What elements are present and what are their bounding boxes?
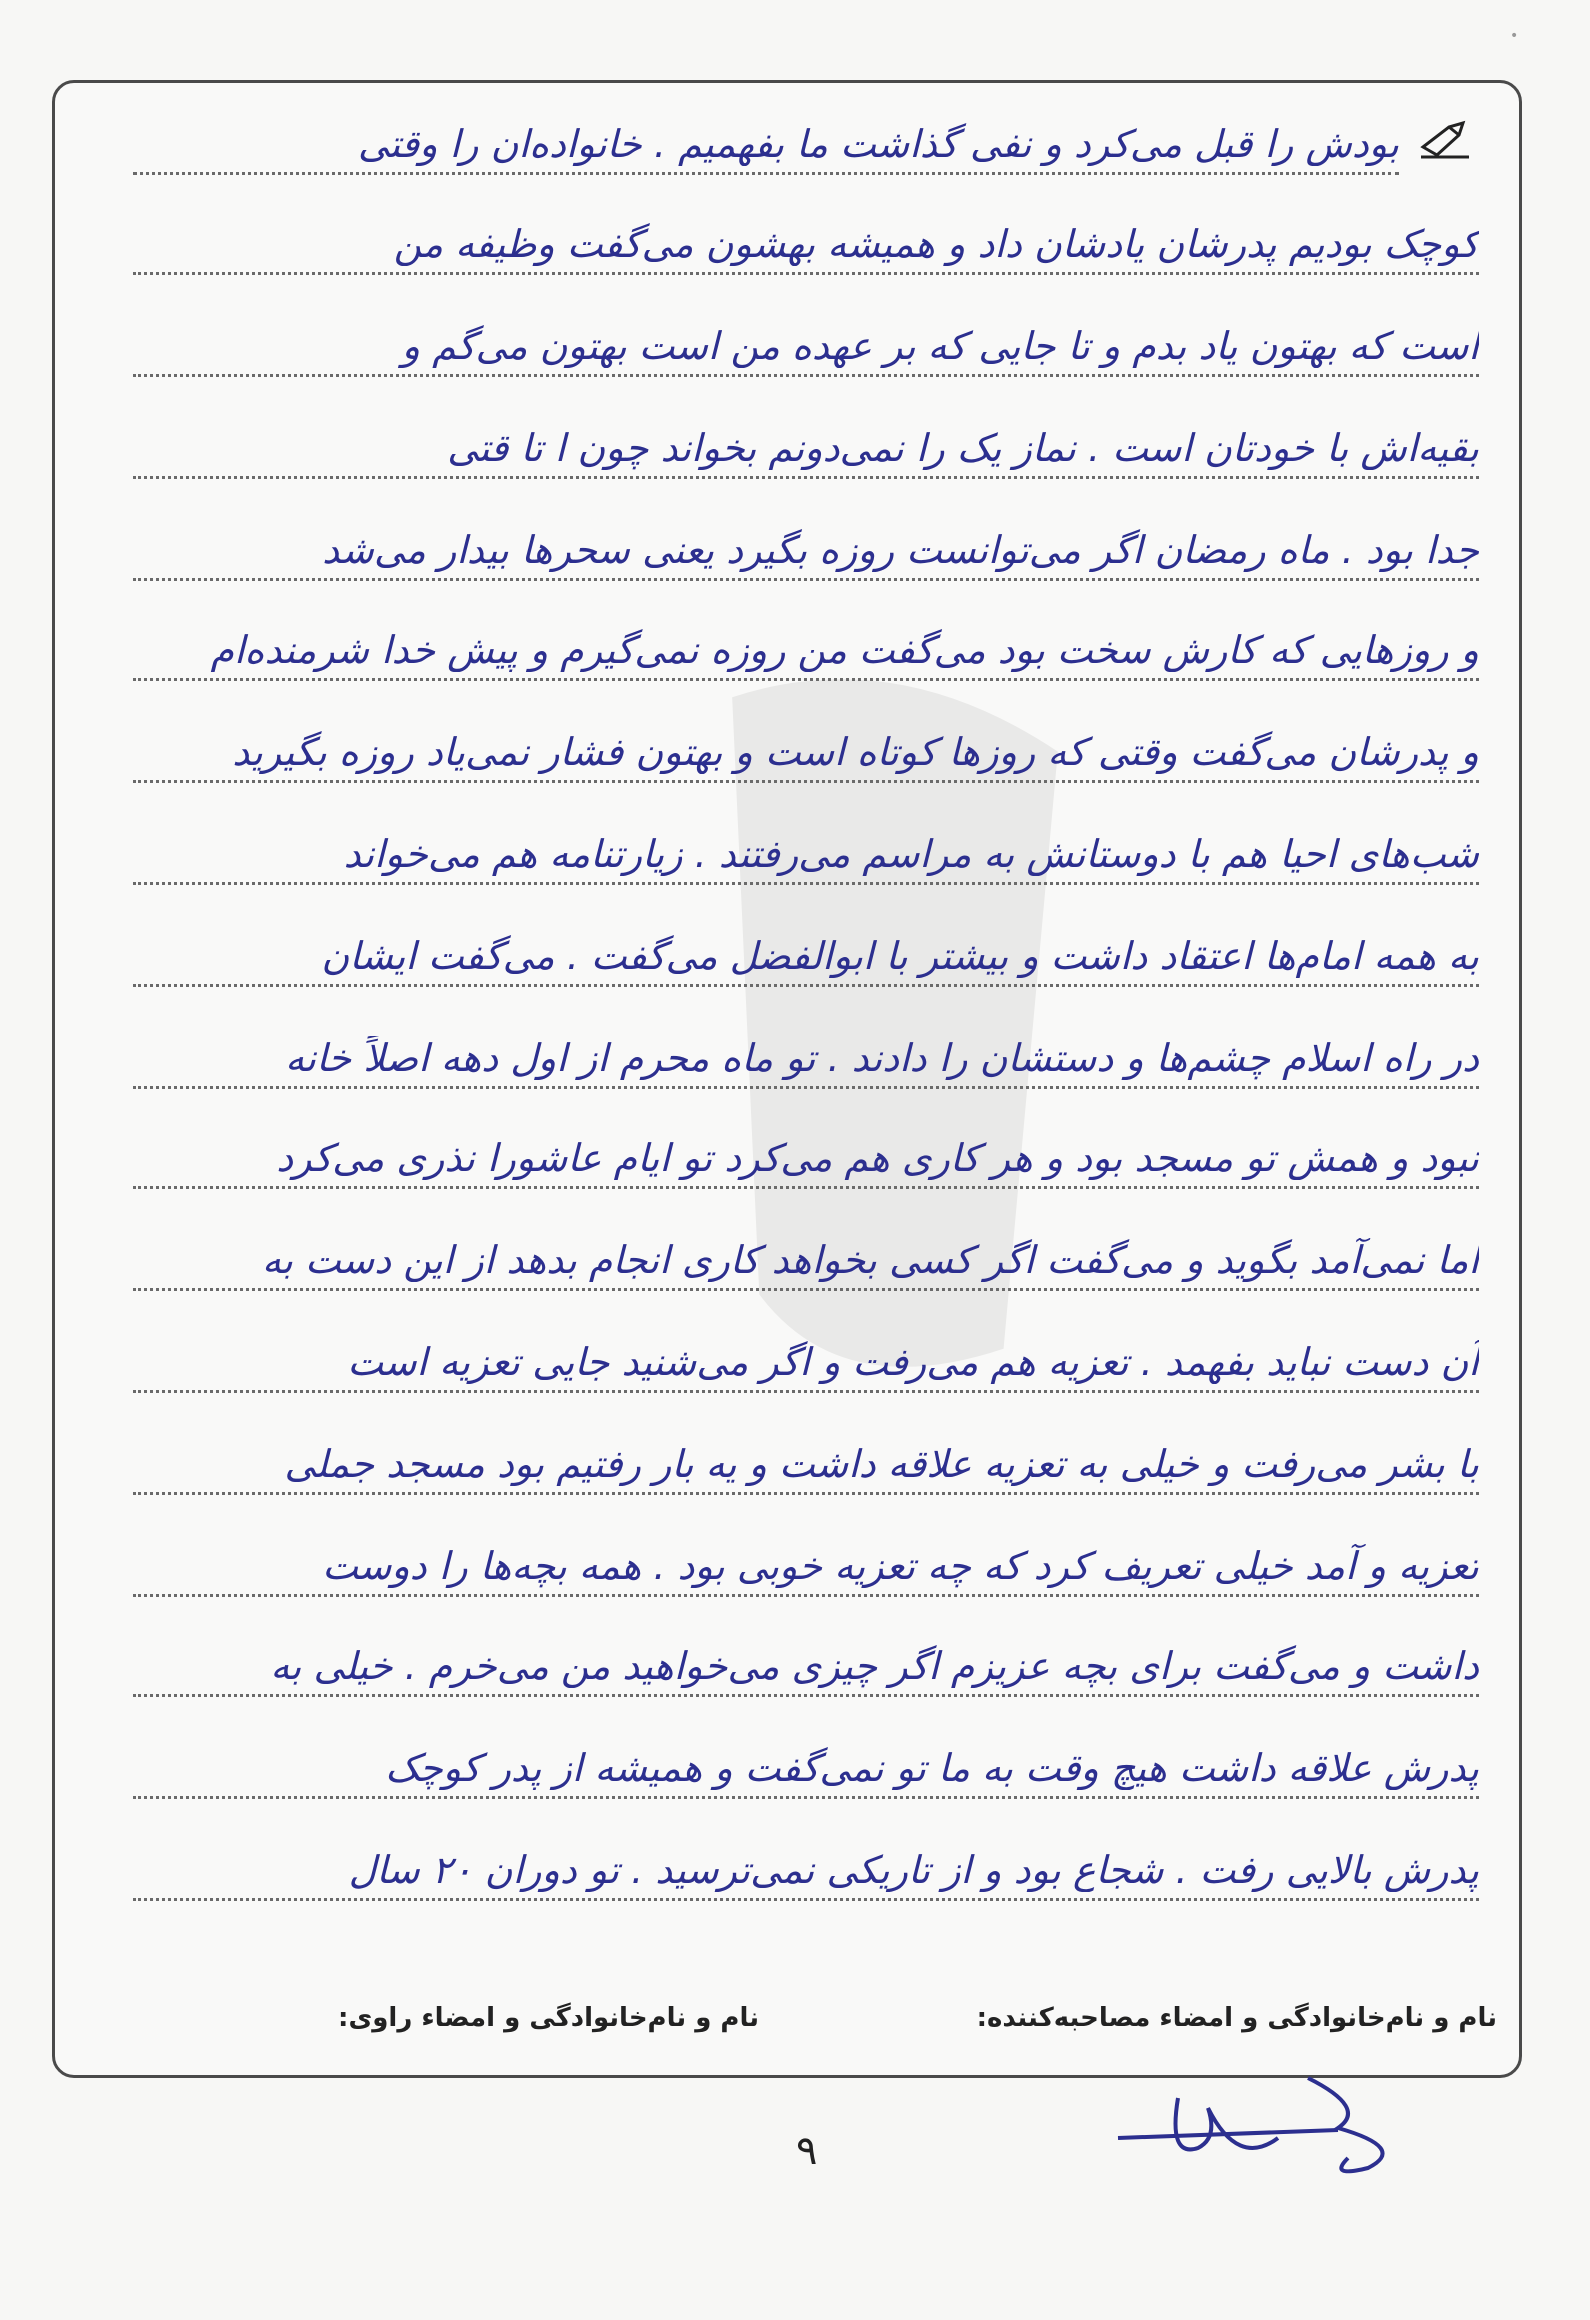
text-line [133, 1405, 1479, 1495]
line-text: تعزیه و آمد خیلی تعریف کرد که چه تعزیه خوبی بود . همه بچه‌ها را دوست [322, 1544, 1479, 1588]
handwritten-lines [55, 83, 1519, 2075]
line-text: شب‌های احیا هم با دوستانش به مراسم می‌رفتند . زیارتنامه هم می‌خواند [343, 832, 1479, 876]
text-line [133, 693, 1479, 783]
line-text: نبود و همش تو مسجد بود و هر کاری هم می‌کرد تو ایام عاشورا نذری می‌کرد [276, 1136, 1479, 1180]
line-text: و پدرشان می‌گفت وقتی که روزها کوتاه است و بهتون فشار نمی‌یاد روزه بگیرید [232, 730, 1479, 774]
interviewer-signature-label: نام و نام‌خانوادگی و امضاء مصاحبه‌کننده: [976, 2003, 1497, 2033]
page-number: ۹ [796, 2128, 818, 2174]
line-text: جدا بود . ماه رمضان اگر می‌توانست روزه بگیرد یعنی سحرها بیدار می‌شد [322, 528, 1479, 572]
line-text: است که بهتون یاد بدم و تا جایی که بر عهده من است بهتون می‌گم و [401, 324, 1479, 368]
narrator-signature-label: نام و نام‌خانوادگی و امضاء راوی: [338, 2003, 759, 2033]
signature-footer [55, 2003, 1519, 2053]
text-line [133, 1507, 1479, 1597]
text-line [133, 897, 1479, 987]
text-line [133, 1201, 1479, 1291]
line-text: بودش را قبل می‌کرد و نفی گذاشت ما بفهمیم . خانواده‌ان را وقتی [357, 122, 1399, 166]
text-line [133, 591, 1479, 681]
text-line [133, 491, 1479, 581]
text-line [133, 185, 1479, 275]
text-line [133, 1303, 1479, 1393]
text-line [133, 1811, 1479, 1901]
line-text: آن دست نباید بفهمد . تعزیه هم می‌رفت و اگر می‌شنید جایی تعزیه است [347, 1340, 1479, 1384]
text-line [133, 1099, 1479, 1189]
line-text: در راه اسلام چشم‌ها و دستشان را دادند . تو ماه محرم از اول دهه اصلاً خانه [285, 1036, 1479, 1080]
text-line [133, 287, 1479, 377]
text-line [133, 389, 1479, 479]
line-text: پدرش علاقه داشت هیچ وقت به ما تو نمی‌گفت و همیشه از پدر کوچک [385, 1746, 1479, 1790]
line-text: و روزهایی که کارش سخت بود می‌گفت من روزه نمی‌گیرم و پیش خدا شرمنده‌ام [210, 628, 1479, 672]
text-line [133, 85, 1399, 175]
line-text: به همه امام‌ها اعتقاد داشت و بیشتر با ابوالفضل می‌گفت . می‌گفت ایشان [321, 934, 1479, 978]
line-text: کوچک بودیم پدرشان یادشان داد و همیشه بهشون می‌گفت وظیفه من [393, 222, 1479, 266]
text-line [133, 1607, 1479, 1697]
corner-mark: • [1510, 28, 1519, 44]
line-text: اما نمی‌آمد بگوید و می‌گفت اگر کسی بخواهد کاری انجام بدهد از این دست به [262, 1238, 1479, 1282]
text-line [133, 795, 1479, 885]
line-text: پدرش بالایی رفت . شجاع بود و از تاریکی نمی‌ترسید . تو دوران ۲۰ سال [348, 1848, 1479, 1892]
text-line [133, 999, 1479, 1089]
form-frame [52, 80, 1522, 2078]
line-text: بقیه‌اش با خودتان است . نماز یک را نمی‌دونم بخواند چون ا تا قتی [447, 426, 1479, 470]
handwritten-signature [1108, 2068, 1428, 2188]
text-line [133, 1709, 1479, 1799]
line-text: داشت و می‌گفت برای بچه عزیزم اگر چیزی می‌خواهید من می‌خرم . خیلی به [270, 1644, 1479, 1688]
line-text: با بشر می‌رفت و خیلی به تعزیه علاقه داشت و یه بار رفتیم بود مسجد جملی [284, 1442, 1479, 1486]
